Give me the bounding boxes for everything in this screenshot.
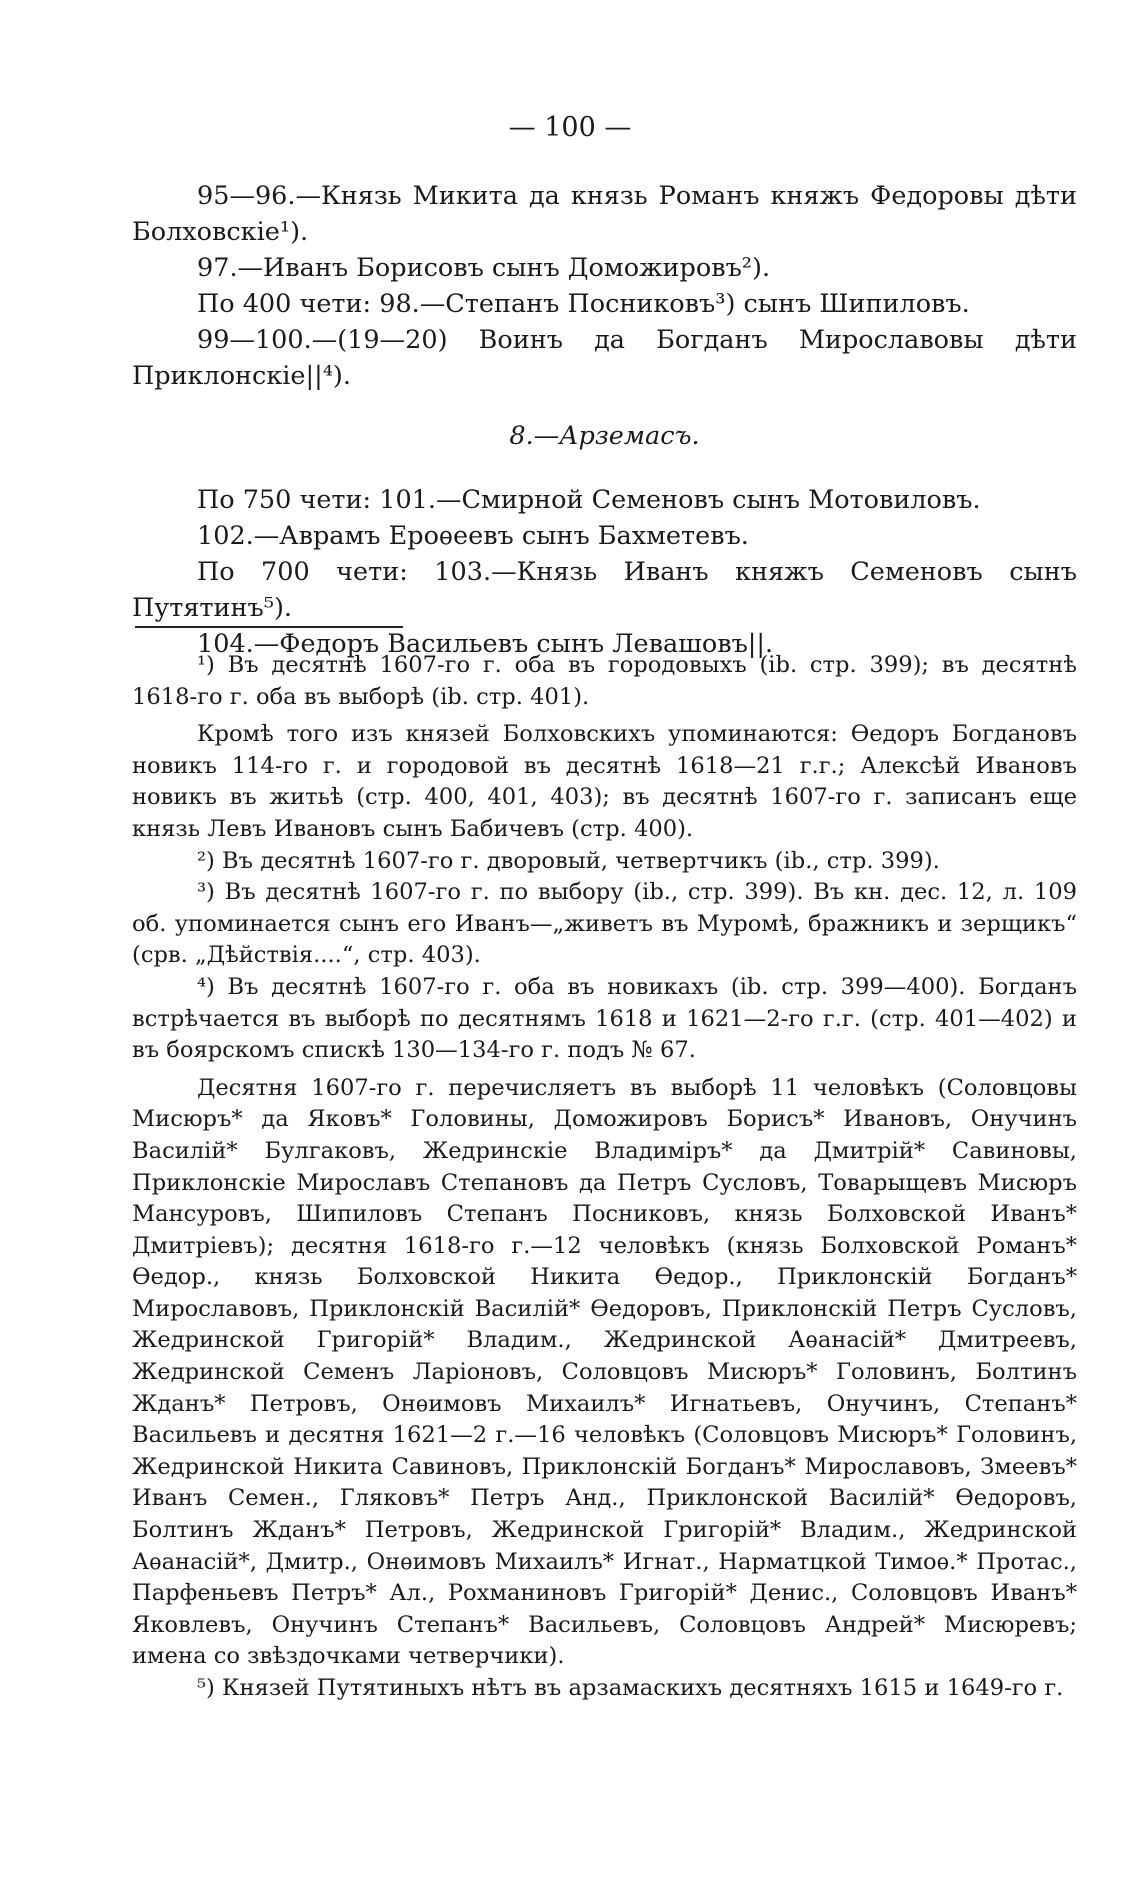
- entry-99-100: 99—100.—(19—20) Воинъ да Богданъ Мирославовы дѣти Приклонскіе||⁴).: [132, 325, 1077, 391]
- page-number: — 100 —: [508, 112, 632, 143]
- footnote-3: ³) Въ десятнѣ 1607-го г. по выбору (ib., стр. 399). Въ кн. дес. 12, л. 109 об. упоминается сынъ его Иванъ—„живетъ въ Муромѣ, бражникъ и зерщикъ“ (срв. „Дѣйствія....“, стр. 403).: [132, 879, 1077, 969]
- section-heading: 8.—Арземасъ.: [509, 421, 700, 451]
- entry-95-96: 95—96.—Князь Микита да князь Романъ княжъ Федоровы дѣти Болховскіе¹).: [132, 181, 1077, 247]
- footnote-1-continued: Кромѣ того изъ князей Болховскихъ упоминаются: Ѳедоръ Богдановъ новикъ 114-го г. и городовой въ десятнѣ 1618—21 г.г.; Алексѣй Ивановъ новикъ въ житьѣ (стр. 400, 401, 403); въ десятнѣ 1607-го г. записанъ еще князь Левъ Ивановъ сынъ Бабичевъ (стр. 400).: [132, 721, 1077, 842]
- footnote-2: ²) Въ десятнѣ 1607-го г. дворовый, четвертчикъ (ib., стр. 399).: [197, 847, 940, 874]
- footnote-4-continued: Десятня 1607-го г. перечисляетъ въ выборѣ 11 человѣкъ (Соловцовы Мисюръ* да Яковъ* Головины, Доможировъ Борисъ* Ивановъ, Онучинъ Василій* Булгаковъ, Жедринскіе Владиміръ* да Дмитрій* Савиновы, Приклонскіе Мирославъ Степановъ да Петръ Сусловъ, Товарыщевъ Мисюръ Мансуровъ, Шипиловъ Степанъ Посниковъ, князь Болховской Иванъ* Дмитріевъ); десятня 1618-го г.—12 человѣкъ (князь Болховской Романъ* Ѳедор., князь Болховской Никита Ѳедор., Приклонскій Богданъ* Мирославовъ, Приклонскій Василій* Ѳедоровъ, Приклонскій Петръ Сусловъ, Жедринской Григорій* Владим., Жедринской Аѳанасій* Дмитреевъ, Жедринской Семенъ Ларіоновъ, Соловцовъ Мисюръ* Головинъ, Болтинъ Жданъ* Петровъ, Онѳимовъ Михаилъ* Игнатьевъ, Онучинъ, Степанъ* Васильевъ и десятня 1621—2 г.—16 человѣкъ (Соловцовъ Мисюръ* Головинъ, Жедринской Никита Савиновъ, Приклонскій Богданъ* Мирославовъ, Змеевъ* Иванъ Семен., Гляковъ* Петръ Анд., Приклонской Василій* Ѳедоровъ, Болтинъ Жданъ* Петровъ, Жедринской Григорій* Владим., Жедринской Аѳанасій*, Дмитр., Онѳимовъ Михаилъ* Игнат., Нарматцкой Тимоѳ.* Протас., Парфеньевъ Петръ* Ал., Рохманиновъ Григорій* Денис., Соловцовъ Иванъ* Яковлевъ, Онучинъ Степанъ* Васильевъ, Соловцовъ Андрей* Мисюревъ; имена со звѣздочками четверчики).: [132, 1074, 1077, 1670]
- entry-104: 104.—Федоръ Васильевъ сынъ Левашовъ||.: [197, 629, 774, 659]
- footnote-divider: [135, 626, 403, 628]
- entry-101: По 750 чети: 101.—Смирной Семеновъ сынъ Мотовиловъ.: [197, 485, 981, 515]
- entry-102: 102.—Аврамъ Ероѳеевъ сынъ Бахметевъ.: [197, 521, 749, 551]
- footnote-4: ⁴) Въ десятнѣ 1607-го г. оба въ новикахъ (ib. стр. 399—400). Богданъ встрѣчается въ выборѣ по десятнямъ 1618 и 1621—2-го г.г. (стр. 401—402) и въ боярскомъ спискѣ 130—134-го г. подъ № 67.: [132, 973, 1077, 1064]
- entry-103: По 700 чети: 103.—Князь Иванъ княжъ Семеновъ сынъ Путятинъ⁵).: [132, 557, 1077, 623]
- main-text: [132, 178, 1077, 662]
- entry-97: 97.—Иванъ Борисовъ сынъ Доможировъ²).: [197, 253, 771, 283]
- entry-98: По 400 чети: 98.—Степанъ Посниковъ³) сынъ Шипиловъ.: [197, 289, 970, 319]
- footnote-1: ¹) Въ десятнѣ 1607-го г. оба въ городовыхъ (ib. стр. 399); въ десятнѣ 1618-го г. оба въ выборѣ (ib. стр. 401).: [132, 652, 1077, 710]
- footnote-5: ⁵) Князей Путятиныхъ нѣтъ въ арзамаскихъ десятняхъ 1615 и 1649-го г.: [197, 1675, 1064, 1701]
- footnotes: [132, 650, 1077, 1705]
